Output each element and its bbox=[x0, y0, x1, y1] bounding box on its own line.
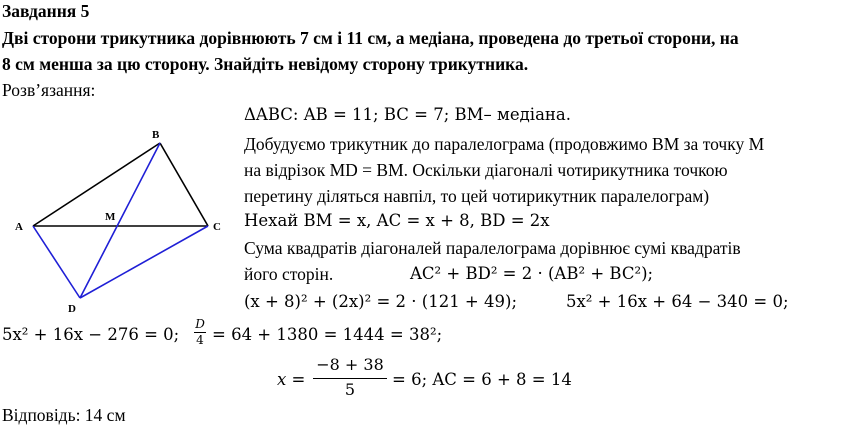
root-fraction-bar bbox=[313, 378, 387, 379]
sum-line-1: Сума квадратів діагоналей паралелограма дорівнює сумі квадратів bbox=[244, 238, 741, 258]
label-d: D bbox=[68, 303, 76, 312]
label-m: M bbox=[105, 211, 116, 223]
equation-1: (x + 8)² + (2x)² = 2 · (121 + 49); bbox=[244, 292, 517, 311]
let-statement: Нехай BM = x, AC = x + 8, BD = 2x bbox=[244, 211, 550, 230]
side-ab bbox=[33, 143, 160, 226]
discriminant-numerator: D bbox=[195, 317, 205, 331]
side-ad bbox=[33, 226, 80, 298]
given-statement: ΔABC: AB = 11; BC = 7; BM– медіана. bbox=[244, 105, 571, 124]
sum-line-2-formula: AC² + BD² = 2 · (AB² + BC²); bbox=[410, 264, 654, 283]
label-c: C bbox=[213, 221, 221, 233]
label-b: B bbox=[152, 129, 160, 141]
equation-2: 5x² + 16x + 64 − 340 = 0; bbox=[566, 292, 789, 311]
discriminant-denominator: 4 bbox=[196, 333, 204, 347]
side-bc bbox=[160, 143, 208, 226]
equation-3: 5x² + 16x − 276 = 0; bbox=[2, 325, 180, 344]
answer: Відповідь: 14 см bbox=[2, 405, 126, 425]
sum-line-2-text: його сторін. bbox=[244, 264, 334, 284]
root-denominator: 5 bbox=[344, 380, 356, 399]
root-lhs: x = bbox=[277, 370, 306, 389]
root-numerator: −8 + 38 bbox=[316, 355, 384, 374]
label-a: A bbox=[15, 221, 23, 233]
solution-label: Розв’язання: bbox=[2, 80, 96, 100]
parallelogram-figure bbox=[10, 122, 240, 312]
construction-line-2: на відрізок MD = BM. Оскільки діагоналі чотирикутника точкою bbox=[244, 160, 728, 180]
root-rest: = 6; AC = 6 + 8 = 14 bbox=[392, 370, 572, 389]
task-text-line-1: Дві сторони трикутника дорівнюють 7 см і 11 см, а медіана, проведена до третьої сторони, на bbox=[2, 28, 739, 48]
task-title: Завдання 5 bbox=[2, 1, 90, 21]
construction-line-3: перетину діляться навпіл, то цей чотирикутник паралелограм) bbox=[244, 186, 710, 206]
discriminant-rest: = 64 + 1380 = 1444 = 38²; bbox=[212, 325, 443, 344]
task-text-line-2: 8 см менша за цю сторону. Знайдіть невідому сторону трикутника. bbox=[2, 54, 529, 74]
construction-line-1: Добудуємо трикутник до паралелограма (продовжимо BM за точку M bbox=[244, 134, 765, 154]
